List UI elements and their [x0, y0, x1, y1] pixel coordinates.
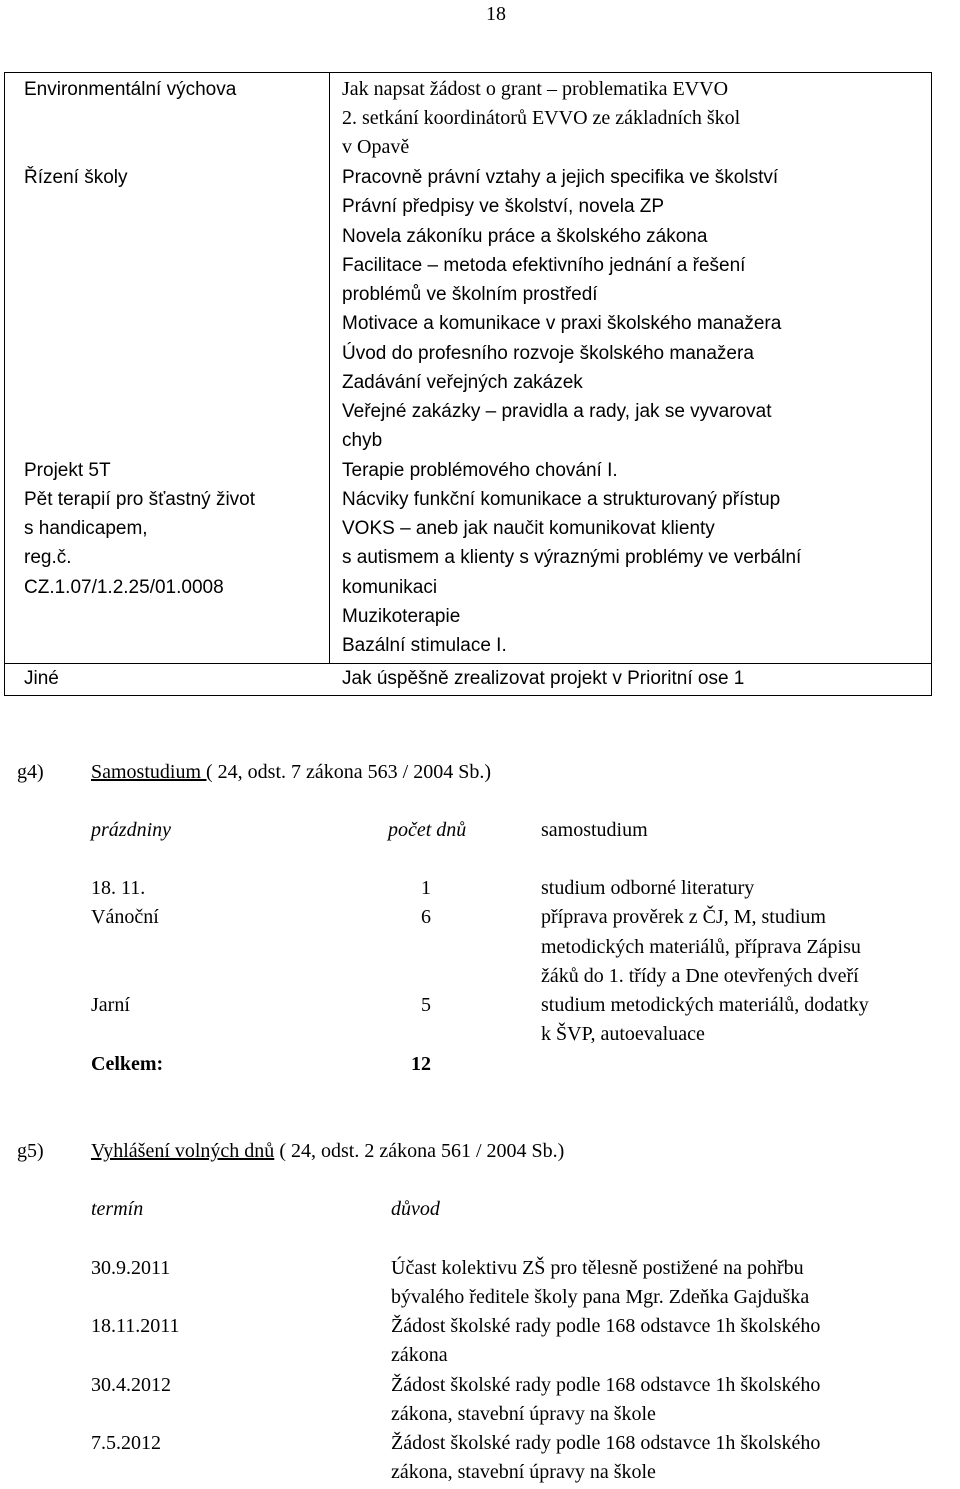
free-day-date: 18.11.2011 [91, 1315, 180, 1337]
category-project-line: Pět terapií pro šťastný život [24, 489, 256, 510]
topic-line: komunikaci [342, 577, 438, 598]
page-number: 18 [486, 3, 506, 25]
column-header-holiday: prázdniny [91, 819, 171, 841]
free-day-reason-line: zákona, stavební úpravy na škole [391, 1461, 656, 1483]
category-school-management: Řízení školy [24, 167, 128, 188]
topic-line: Jak napsat žádost o grant – problematika EVVO [342, 78, 729, 100]
category-environmental: Environmentální výchova [24, 79, 237, 100]
total-label: Celkem: [91, 1053, 164, 1075]
topic-line: Právní předpisy ve školství, novela ZP [342, 196, 665, 217]
topic-line: Jak úspěšně zrealizovat projekt v Prioritní ose 1 [342, 668, 745, 689]
free-day-date: 7.5.2012 [91, 1432, 161, 1454]
topic-line: problémů ve školním prostředí [342, 284, 598, 305]
topic-line [342, 485, 922, 514]
holiday-study-line: příprava prověrek z ČJ, M, studium [541, 906, 826, 928]
topic-line-text: Nácviky funkční komunikace a strukturovaný přístup [342, 489, 781, 510]
table-column-divider [329, 72, 330, 664]
free-day-reason-line: Žádost školské rady podle 168 odstavce 1h školského [391, 1315, 821, 1337]
free-day-reason-line: zákona [391, 1344, 448, 1366]
topic-line: chyb [342, 430, 383, 451]
category-project-line: CZ.1.07/1.2.25/01.0008 [24, 577, 224, 598]
holiday-study-line: metodických materiálů, příprava Zápisu [541, 936, 861, 958]
topic-line: Zadávání veřejných zakázek [342, 372, 583, 393]
section-label-g4: g4) [17, 761, 44, 783]
self-study-heading-title: Samostudium ( [91, 761, 213, 783]
category-project-line: Projekt 5T [24, 460, 111, 481]
topic-line: Úvod do profesního rozvoje školského manažera [342, 343, 754, 364]
free-days-heading [91, 1137, 564, 1166]
holiday-study-line: studium metodických materiálů, dodatky [541, 994, 869, 1016]
category-project-line: s handicapem, [24, 518, 148, 539]
free-day-date: 30.9.2011 [91, 1257, 171, 1279]
holiday-study-line: žáků do 1. třídy a Dne otevřených dveří [541, 965, 859, 987]
column-header-days: počet dnů [388, 819, 467, 841]
topic-line: Muzikoterapie [342, 606, 461, 627]
topic-line: Novela zákoníku práce a školského zákona [342, 226, 708, 247]
free-day-reason-line: Účast kolektivu ZŠ pro tělesně postižené na pohřbu [391, 1257, 804, 1279]
holiday-name: Vánoční [91, 906, 159, 928]
topic-line: v Opavě [342, 136, 410, 158]
category-other: Jiné [24, 668, 59, 689]
total-value: 12 [411, 1053, 431, 1075]
column-header-study: samostudium [541, 819, 648, 841]
holiday-days: 6 [421, 906, 431, 928]
self-study-heading [91, 758, 491, 787]
free-day-reason-line: Žádost školské rady podle 168 odstavce 1h školského [391, 1432, 821, 1454]
topic-line: Pracovně právní vztahy a jejich specifika ve školství [342, 167, 779, 188]
holiday-days: 1 [421, 877, 431, 899]
holiday-days: 5 [421, 994, 431, 1016]
column-header-date: termín [91, 1198, 144, 1220]
free-day-reason-line: zákona, stavební úpravy na škole [391, 1403, 656, 1425]
topic-line: Facilitace – metoda efektivního jednání a řešení [342, 255, 746, 276]
section-label-g5: g5) [17, 1140, 44, 1162]
topic-line: Terapie problémového chování I. [342, 460, 618, 481]
category-project-line: reg.č. [24, 547, 72, 568]
self-study-heading-law: 24, odst. 7 zákona 563 / 2004 Sb.) [212, 761, 491, 783]
topic-line: Bazální stimulace I. [342, 635, 507, 656]
free-day-reason-line: Žádost školské rady podle 168 odstavce 1h školského [391, 1374, 821, 1396]
column-header-reason: důvod [391, 1198, 440, 1220]
free-days-heading-title: Vyhlášení volných dnů [91, 1140, 275, 1162]
holiday-name: Jarní [91, 994, 130, 1016]
free-day-reason-line: bývalého ředitele školy pana Mgr. Zdeňka Gajduška [391, 1286, 810, 1308]
topic-line: Veřejné zakázky – pravidla a rady, jak se vyvarovat [342, 401, 772, 422]
topic-line: VOKS – aneb jak naučit komunikovat klienty [342, 518, 715, 539]
free-days-heading-law: ( 24, odst. 2 zákona 561 / 2004 Sb.) [274, 1140, 565, 1162]
holiday-study-line: k ŠVP, autoevaluace [541, 1023, 705, 1045]
free-day-date: 30.4.2012 [91, 1374, 171, 1396]
holiday-name: 18. 11. [91, 877, 146, 899]
topic-line: s autismem a klienty s výraznými problémy ve verbální [342, 547, 802, 568]
holiday-study-line: studium odborné literatury [541, 877, 755, 899]
topic-line: Motivace a komunikace v praxi školského manažera [342, 313, 782, 334]
topic-line: 2. setkání koordinátorů EVVO ze základních škol [342, 107, 741, 129]
